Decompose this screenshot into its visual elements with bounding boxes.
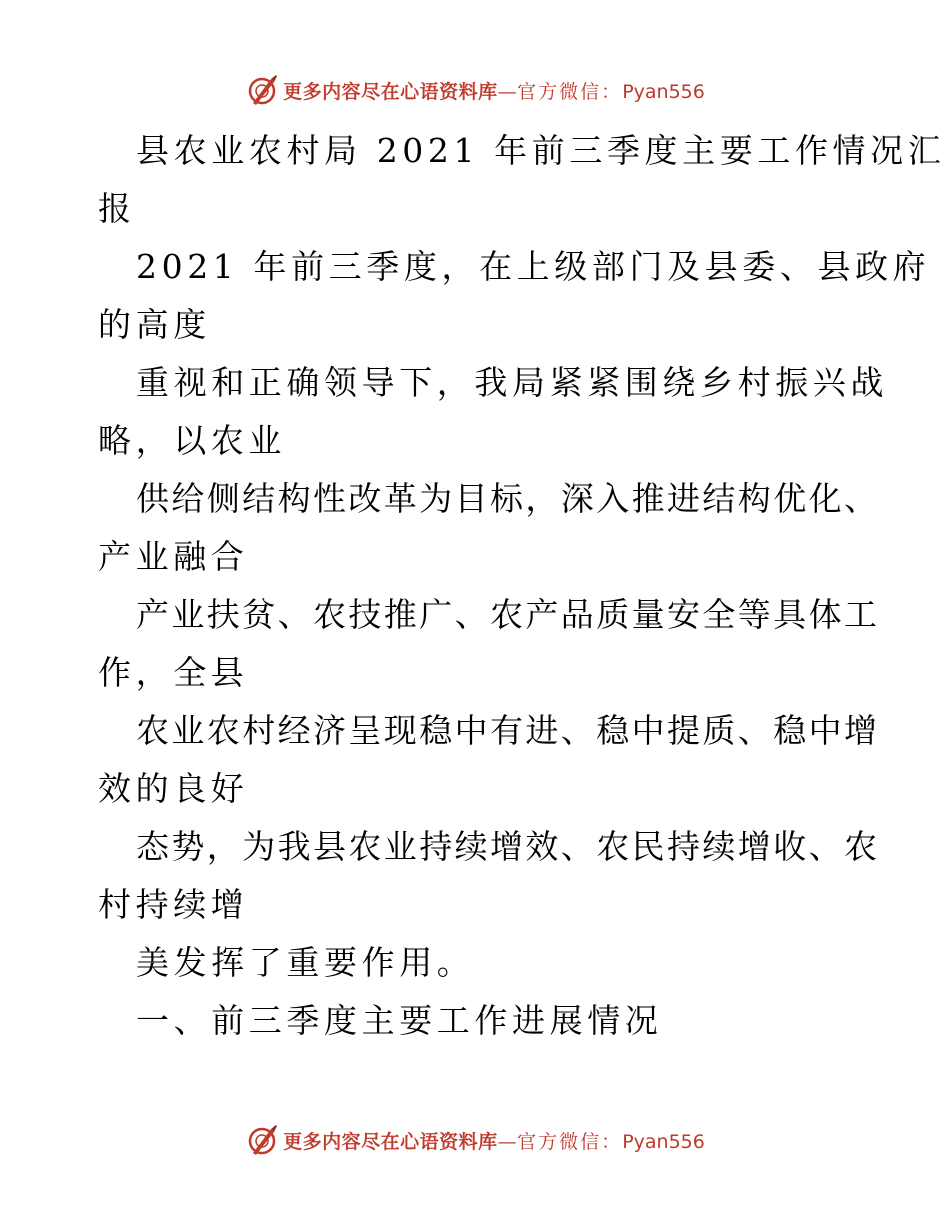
pen-nib-logo-icon [245,1123,279,1157]
paragraph-line: 2021 年前三季度，在上级部门及县委、县政府 [136,247,931,286]
watermark-wechat-handle: Pyan556 [622,1130,705,1153]
watermark-dash: — [497,80,518,103]
paragraph-line: 重视和正确领导下，我局紧紧围绕乡村振兴战 [136,363,888,402]
paragraph-line: 态势，为我县农业持续增效、农民持续增收、农 [136,827,880,866]
header-watermark [0,68,950,112]
document-title-line-2: 报 [98,189,136,228]
watermark-lead: 更多内容尽在心语资料库 [283,1130,498,1153]
pen-nib-logo-icon [245,73,279,107]
paragraph-line: 的高度 [98,305,211,344]
watermark-wechat-handle: Pyan556 [622,80,705,103]
watermark-wechat-label: 官方微信： [517,1130,623,1153]
footer-watermark [0,1118,950,1162]
watermark-text [283,77,705,104]
watermark-dash: — [497,1130,518,1153]
paragraph-line: 美发挥了重要作用。 [136,943,475,982]
paragraph-line: 供给侧结构性改革为目标，深入推进结构优化、 [136,479,880,518]
section-heading: 一、前三季度主要工作进展情况 [136,1001,663,1040]
document-title-line-1: 县农业农村局 2021 年前三季度主要工作情况汇 [136,131,946,170]
watermark-wechat-label: 官方微信： [517,80,623,103]
paragraph-line: 农业农村经济呈现稳中有进、稳中提质、稳中增 [136,711,880,750]
paragraph-line: 产业融合 [98,537,249,576]
paragraph-line: 作，全县 [98,653,249,692]
paragraph-line: 村持续增 [98,885,249,924]
watermark-text [283,1127,705,1154]
paragraph-line: 产业扶贫、农技推广、农产品质量安全等具体工 [136,595,880,634]
paragraph-line: 略，以农业 [98,421,286,460]
paragraph-line: 效的良好 [98,769,249,808]
watermark-lead: 更多内容尽在心语资料库 [283,80,498,103]
document-body [98,122,946,1050]
